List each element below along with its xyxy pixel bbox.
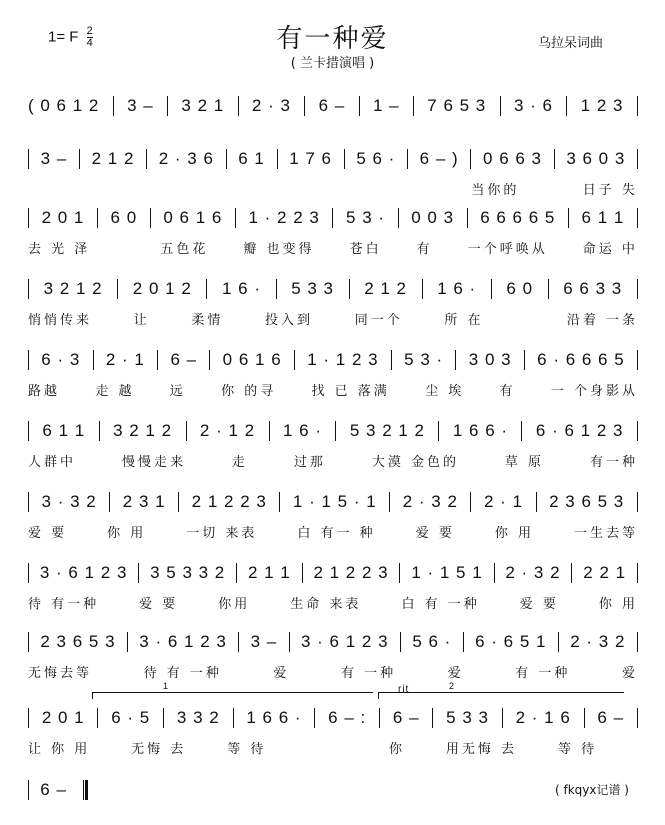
lyric-segment: 命运 中 [582,241,638,257]
barline [314,708,315,728]
barline [637,279,638,299]
lyric-segment: 等 待 [227,741,267,757]
barline [28,632,29,652]
measure-notes: 3 2 1 2 [43,279,103,298]
barline [186,421,187,441]
barline [566,96,567,116]
barline [28,149,29,169]
measure-notes: 6 – [318,96,346,115]
lyric-segment: 投入到 [265,312,314,328]
barline [332,208,333,228]
barline [637,492,638,512]
lyric-segment: 瓣 也变得 [243,241,315,257]
measure-notes: 3 3 2 [176,708,220,727]
lyric-segment: 有 [499,383,516,399]
measure-notes: 2 · 3 2 [402,492,458,511]
lyric-segment: 你 用 [107,525,147,541]
music-line [28,420,638,442]
measure-notes: 6 – [597,708,625,727]
measure-notes: 3 – [127,96,154,115]
measure-notes: 2 1 2 [91,149,135,168]
barline [236,563,237,583]
lyric-segment: 待 有一种 [28,596,100,612]
lyric-segment: 人群中 [28,454,77,470]
barline [584,708,585,728]
measure-notes: 1 · 2 2 3 [248,208,320,227]
measure-notes: 3 – [40,149,68,168]
barline [28,708,29,728]
barline [226,149,227,169]
measure-notes: 2 · 1 [484,492,524,511]
barline [28,350,29,370]
measure-notes: 2 · 3 2 [505,563,561,582]
barline [554,149,555,169]
barline [209,350,210,370]
barline [536,492,537,512]
measure-notes: 5 3 · [404,350,444,369]
lyric-line [28,451,638,469]
barline [463,632,464,652]
measure-notes: 5 3 3 [291,279,334,298]
lyric-segment: 尘 埃 [425,383,465,399]
lyric-segment: 爱 要 [415,525,455,541]
measure-notes: 6 1 1 [581,208,625,227]
lyric-segment: 悄悄传来 [28,312,93,328]
measure-notes: 6 0 [110,208,138,227]
lyric-segment: 爱 [621,665,638,681]
lyric-segment: 爱 [273,665,290,681]
barline [379,708,380,728]
barline [304,96,305,116]
measure-notes: 3 – [250,632,278,651]
barline [146,149,147,169]
barline [422,279,423,299]
barline [238,632,239,652]
measure-notes: 2 3 6 5 3 [40,632,116,651]
barline [157,350,158,370]
music-line [28,349,638,371]
measure-notes: 3 · 3 2 [41,492,97,511]
lyric-segment: 走 越 [95,383,135,399]
measure-notes: 3 0 3 [468,350,512,369]
first-ending-number: 1 [163,681,169,691]
measure-notes: 3 · 6 1 2 3 [139,632,227,651]
barline [637,149,638,169]
time-top: 2 [86,25,93,37]
lyric-segment: 当你的 [471,182,520,198]
measure-notes: 2 2 1 [583,563,627,582]
barline [389,492,390,512]
measure-notes: 2 3 6 5 3 [549,492,625,511]
lyric-segment: 远 [169,383,186,399]
barline [269,421,270,441]
lyric-segment: 五色花 [160,241,209,257]
lyric-segment: 去 光 泽 [28,241,91,257]
measure-notes: 6 – [170,350,198,369]
measure-notes: ( 0 6 1 2 [28,96,100,115]
measure-notes: 6 – ) [419,149,459,168]
measure-notes: 1 6 · [437,279,477,298]
measure-notes: 6 · 3 [41,350,81,369]
measure-notes: 7 6 5 3 [427,96,487,115]
barline [470,149,471,169]
lyric-segment: 等 待 [557,741,598,757]
lyric-segment: 你 用 [598,596,638,612]
barline [455,350,456,370]
barline [28,421,29,441]
measure-notes: 6 · 6 1 2 3 [535,421,624,440]
lyric-line [28,238,638,256]
music-line [28,278,638,300]
lyric-segment: 无悔去等 [28,665,93,681]
lyric-segment: 苍白 [349,241,382,257]
measure-notes: 6 0 [506,279,534,298]
measure-notes: 2 · 3 [251,96,291,115]
measure-notes: 1 · 1 2 3 [307,350,379,369]
measure-notes: 6 1 1 [42,421,86,440]
barline [637,632,638,652]
lyric-segment: 爱 要 [28,525,68,541]
measure-notes: 6 1 [238,149,265,168]
lyric-segment: 用无悔 去 [445,741,518,757]
barline [470,492,471,512]
barline [109,492,110,512]
lyric-segment: 待 有 一种 [143,665,222,681]
measure-notes: 6 · 5 [111,708,151,727]
barline [28,492,29,512]
barline [438,421,439,441]
barline [344,149,345,169]
barline [432,708,433,728]
barline [150,208,151,228]
barline [399,563,400,583]
music-line [28,95,638,117]
measure-notes: 2 · 1 [105,350,145,369]
barline [568,208,569,228]
measure-notes: 6 6 6 6 5 [480,208,556,227]
measure-notes: 2 · 3 2 [570,632,626,651]
barline [637,350,638,370]
measure-notes: 2 · 3 6 [158,149,214,168]
lyric-segment: 生命 来表 [290,596,362,612]
lyric-segment: 一个呼唤从 [467,241,548,257]
barline [28,208,29,228]
barline [302,563,303,583]
lyric-line [28,522,638,540]
barline [163,708,164,728]
measure-notes: 6 · 6 5 1 [475,632,547,651]
time-bottom: 4 [86,37,93,49]
lyric-segment: 所 在 [444,312,484,328]
lyric-segment: 你 [389,741,406,757]
barline [349,279,350,299]
barline [494,563,495,583]
measure-notes: 3 5 3 3 2 [150,563,226,582]
measure-notes: 2 · 1 6 [515,708,571,727]
barline [548,279,549,299]
measure-notes: 5 3 3 [446,708,489,727]
barline [391,350,392,370]
measure-notes: 3 2 1 2 [113,421,173,440]
transcriber-credit: ( fkqyx记谱 ) [555,783,629,797]
barline [502,708,503,728]
barline [398,208,399,228]
barline [138,563,139,583]
music-line [28,207,638,229]
measure-notes: 1 – [372,96,400,115]
barline [467,208,468,228]
lyric-segment: 你用 [218,596,251,612]
barline [28,563,29,583]
lyric-segment: 爱 要 [139,596,179,612]
barline [413,96,414,116]
measure-notes: 2 1 2 2 3 [313,563,389,582]
lyric-line [28,738,638,756]
barline [637,563,638,583]
barline [277,149,278,169]
barline [117,279,118,299]
measure-notes: 2 · 1 2 [199,421,256,440]
measure-notes: 3 · 6 1 2 3 [301,632,389,651]
barline [637,208,638,228]
lyric-segment: 有 一种 [515,665,571,681]
music-line [28,631,638,653]
measure-notes: 1 6 6 · [246,708,302,727]
song-title: 有一种爱 [276,24,389,54]
lyric-segment: 慢慢走来 [121,454,186,470]
key-label: 1= F [48,28,79,46]
barline [524,350,525,370]
measure-notes: 1 6 6 · [452,421,509,440]
measure-notes: 5 6 · [412,632,452,651]
barline [276,279,277,299]
barline [637,96,638,116]
final-barline [83,780,88,800]
barline [558,632,559,652]
measure-notes: 6 – : [328,708,367,727]
lyric-segment: 一 个身影从 [550,383,638,399]
barline [571,563,572,583]
barline [279,492,280,512]
barline [97,208,98,228]
barline [97,708,98,728]
measure-notes: 1 · 1 5 1 [411,563,483,582]
barline [167,96,168,116]
barline [407,149,408,169]
measure-notes: 0 0 3 [411,208,455,227]
lyric-segment: 日子 失 [582,182,638,198]
lyric-segment: 有 一种 [340,665,397,681]
barline [235,208,236,228]
barline [113,96,114,116]
barline [127,632,128,652]
lyric-segment: 让 [133,312,150,328]
barline [233,708,234,728]
lyric-segment: 白 有一 种 [297,525,376,541]
barline [335,421,336,441]
measure-notes: 6 6 3 3 [563,279,623,298]
measure-notes: 6 – [392,708,420,727]
lyric-segment: 爱 [447,665,464,681]
music-line [28,779,88,801]
lyric-segment: 草 原 [504,454,545,470]
lyric-segment: 沿着 一条 [566,312,638,328]
barline [637,708,638,728]
lyric-line [28,309,638,327]
barline [359,96,360,116]
measure-notes: 5 6 · [356,149,396,168]
measure-notes: 6 – [40,780,67,799]
singer-credit: ( 兰卡措演唱 ) [290,56,375,71]
measure-notes: 5 3 · [346,208,386,227]
lyric-segment: 爱 要 [519,596,559,612]
measure-notes: 2 0 1 [41,208,85,227]
lyric-segment: 有 [416,241,433,257]
lyric-segment: 走 [231,454,248,470]
music-line [28,562,638,584]
measure-notes: 1 6 · [282,421,322,440]
barline [637,421,638,441]
measure-notes: 2 0 1 [41,708,85,727]
barline [400,632,401,652]
first-ending-bracket [92,681,373,699]
measure-notes: 1 6 · [221,279,261,298]
lyric-line [28,179,638,197]
measure-notes: 1 7 6 [289,149,333,168]
lyric-segment: 一生去等 [573,525,638,541]
barline [289,632,290,652]
music-line [28,148,638,170]
lyric-segment: 过那 [293,454,326,470]
lyric-line [28,662,638,680]
music-line [28,491,638,513]
measure-notes: 0 6 1 6 [163,208,223,227]
lyric-segment: 同一个 [354,312,403,328]
measure-notes: 2 3 1 [122,492,166,511]
music-line [28,707,638,729]
barline [99,421,100,441]
barline [521,421,522,441]
measure-notes: 1 2 3 [580,96,624,115]
measure-notes: 0 6 1 6 [222,350,282,369]
lyric-segment: 柔情 [191,312,224,328]
barline [491,279,492,299]
measure-notes: 1 · 1 5 · 1 [292,492,377,511]
barline [178,492,179,512]
measure-notes: 3 2 1 [181,96,225,115]
lyric-segment: 你 用 [494,525,534,541]
barline [206,279,207,299]
measure-notes: 2 0 1 2 [132,279,192,298]
measure-notes: 5 3 2 1 2 [349,421,426,440]
lyric-segment: 无悔 去 [131,741,187,757]
lyric-segment: 一切 来表 [186,525,258,541]
barline [294,350,295,370]
lyric-segment: 路越 [28,383,61,399]
barline [79,149,80,169]
lyric-segment: 有一种 [589,454,638,470]
measure-notes: 0 6 6 3 [483,149,543,168]
measure-notes: 3 · 6 [513,96,553,115]
ritardando-mark: rit [398,684,410,695]
lyric-line [28,380,638,398]
barline [28,279,29,299]
lyric-segment: 大漠 金色的 [371,454,459,470]
lyric-line [28,593,638,611]
lyric-segment: 让 你 用 [28,741,91,757]
lyric-segment: 你 的寻 [221,383,277,399]
measure-notes: 3 6 0 3 [566,149,626,168]
composer-credit: 乌拉呆词曲 [537,36,603,51]
barline [238,96,239,116]
barline [93,350,94,370]
measure-notes: 2 1 2 2 3 [191,492,267,511]
measure-notes: 6 · 6 6 6 5 [537,350,625,369]
lyric-segment: 找 已 落满 [311,383,390,399]
lyric-segment: 白 有 一种 [401,596,480,612]
measure-notes: 3 · 6 1 2 3 [39,563,128,582]
second-ending-number: 2 [449,681,455,691]
barline [500,96,501,116]
measure-notes: 2 1 1 [247,563,291,582]
measure-notes: 2 1 2 [364,279,407,298]
